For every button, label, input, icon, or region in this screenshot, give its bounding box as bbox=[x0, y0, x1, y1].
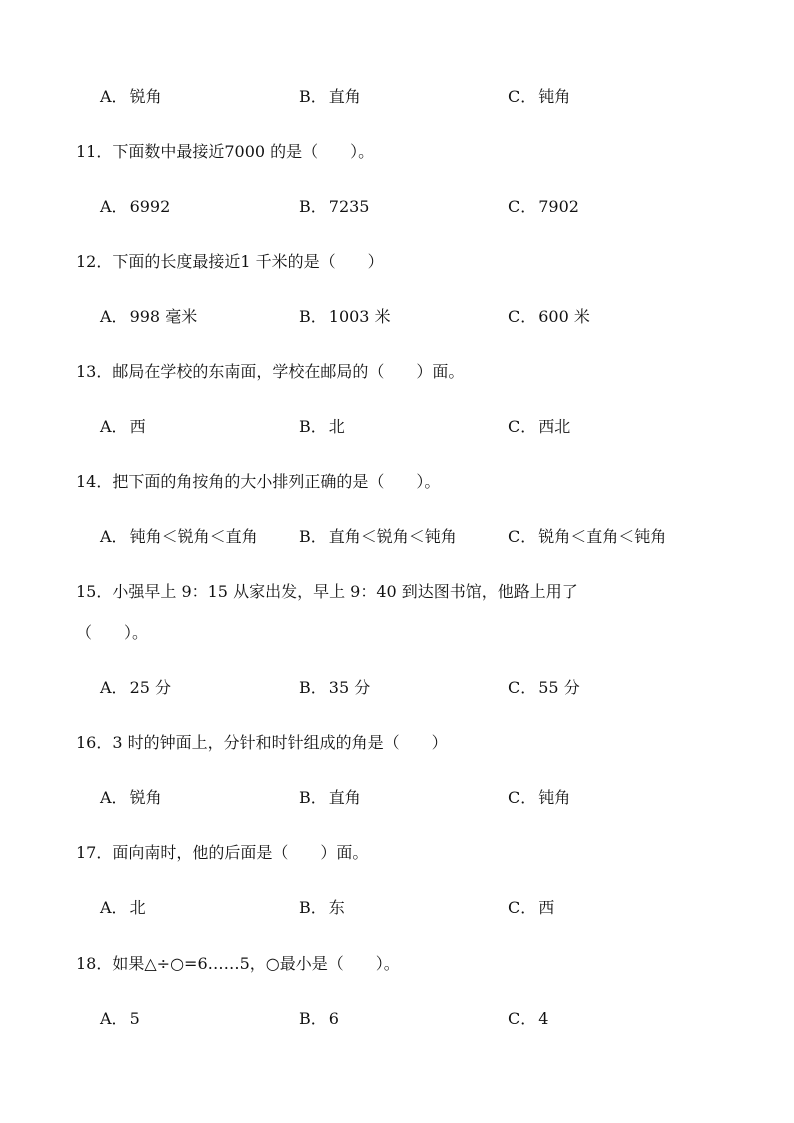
option-label: B． bbox=[299, 307, 327, 326]
option-label: B． bbox=[299, 197, 327, 216]
option-text: 25 分 bbox=[129, 678, 172, 697]
q13-option-a bbox=[100, 417, 146, 437]
q18-option-a bbox=[100, 1009, 140, 1029]
option-text: 6 bbox=[328, 1009, 339, 1028]
option-label: B． bbox=[299, 788, 327, 807]
option-label: B． bbox=[299, 678, 327, 697]
q16-option-b bbox=[299, 788, 361, 808]
option-text: 西 bbox=[129, 417, 146, 436]
option-text: 西北 bbox=[538, 417, 571, 436]
option-text: 1003 米 bbox=[328, 307, 391, 326]
option-label: B． bbox=[299, 87, 327, 106]
q13-option-b bbox=[299, 417, 345, 437]
q10-option-b bbox=[299, 87, 361, 107]
option-text: 北 bbox=[328, 417, 345, 436]
q11-option-c bbox=[508, 197, 579, 217]
option-label: A． bbox=[100, 678, 128, 697]
q17-option-a bbox=[100, 898, 146, 918]
option-text: 600 米 bbox=[538, 307, 590, 326]
option-text: 直角＜锐角＜钝角 bbox=[328, 527, 457, 546]
q15-option-a bbox=[100, 678, 171, 698]
option-text: 55 分 bbox=[538, 678, 580, 697]
q14-option-c bbox=[508, 527, 666, 547]
q12-stem: 12．下面的长度最接近1 千米的是（ ） bbox=[76, 252, 384, 271]
option-label: C． bbox=[508, 678, 537, 697]
q14-option-a bbox=[100, 527, 258, 547]
option-label: C． bbox=[508, 417, 537, 436]
q15-option-b bbox=[299, 678, 370, 698]
q16-stem: 16．3 时的钟面上，分针和时针组成的角是（ ） bbox=[76, 733, 448, 752]
option-label: B． bbox=[299, 417, 327, 436]
option-text: 6992 bbox=[129, 197, 171, 216]
option-label: C． bbox=[508, 898, 537, 917]
option-text: 东 bbox=[328, 898, 345, 917]
q12-option-c bbox=[508, 307, 590, 327]
option-text: 5 bbox=[129, 1009, 140, 1028]
option-text: 锐角＜直角＜钝角 bbox=[538, 527, 667, 546]
option-text: 4 bbox=[538, 1009, 549, 1028]
q15-option-c bbox=[508, 678, 580, 698]
q12-option-b bbox=[299, 307, 391, 327]
option-label: A． bbox=[100, 527, 128, 546]
option-label: A． bbox=[100, 87, 128, 106]
option-label: C． bbox=[508, 527, 537, 546]
q14-stem: 14．把下面的角按角的大小排列正确的是（ ）。 bbox=[76, 472, 441, 491]
option-text: 钝角 bbox=[538, 87, 571, 106]
option-text: 35 分 bbox=[328, 678, 371, 697]
option-text: 锐角 bbox=[129, 788, 162, 807]
option-text: 直角 bbox=[328, 788, 361, 807]
option-text: 锐角 bbox=[129, 87, 162, 106]
q16-option-c bbox=[508, 788, 570, 808]
option-label: A． bbox=[100, 307, 128, 326]
option-text: 钝角 bbox=[538, 788, 571, 807]
option-label: B． bbox=[299, 527, 327, 546]
option-label: A． bbox=[100, 197, 128, 216]
q18-stem: 18．如果△÷○=6……5，○最小是（ ）。 bbox=[76, 954, 400, 973]
q11-option-a bbox=[100, 197, 170, 217]
option-label: C． bbox=[508, 197, 537, 216]
option-text: 7235 bbox=[328, 197, 370, 216]
option-label: A． bbox=[100, 788, 128, 807]
q17-option-c bbox=[508, 898, 554, 918]
q14-option-b bbox=[299, 527, 457, 547]
option-label: A． bbox=[100, 1009, 128, 1028]
option-label: A． bbox=[100, 898, 128, 917]
q11-stem: 11．下面数中最接近7000 的是（ ）。 bbox=[76, 142, 375, 161]
q17-option-b bbox=[299, 898, 345, 918]
q17-stem: 17．面向南时，他的后面是（ ）面。 bbox=[76, 843, 369, 862]
option-text: 西 bbox=[538, 898, 555, 917]
q15-stem: 15．小强早上 9：15 从家出发，早上 9：40 到达图书馆，他路上用了 bbox=[76, 582, 578, 601]
option-text: 直角 bbox=[328, 87, 361, 106]
q15-stem-continuation: （ ）。 bbox=[76, 623, 149, 642]
option-label: C． bbox=[508, 1009, 537, 1028]
option-label: C． bbox=[508, 307, 537, 326]
option-text: 7902 bbox=[538, 197, 579, 216]
q11-option-b bbox=[299, 197, 369, 217]
option-label: A． bbox=[100, 417, 128, 436]
q12-option-a bbox=[100, 307, 197, 327]
q13-option-c bbox=[508, 417, 570, 437]
q10-option-a bbox=[100, 87, 162, 107]
q10-option-c bbox=[508, 87, 570, 107]
option-text: 998 毫米 bbox=[129, 307, 198, 326]
option-text: 钝角＜锐角＜直角 bbox=[129, 527, 258, 546]
q18-option-c bbox=[508, 1009, 548, 1029]
q13-stem: 13．邮局在学校的东南面，学校在邮局的（ ）面。 bbox=[76, 362, 465, 381]
option-label: B． bbox=[299, 898, 327, 917]
option-label: B． bbox=[299, 1009, 327, 1028]
option-text: 北 bbox=[129, 898, 146, 917]
option-label: C． bbox=[508, 87, 537, 106]
option-label: C． bbox=[508, 788, 537, 807]
q16-option-a bbox=[100, 788, 162, 808]
q18-option-b bbox=[299, 1009, 339, 1029]
